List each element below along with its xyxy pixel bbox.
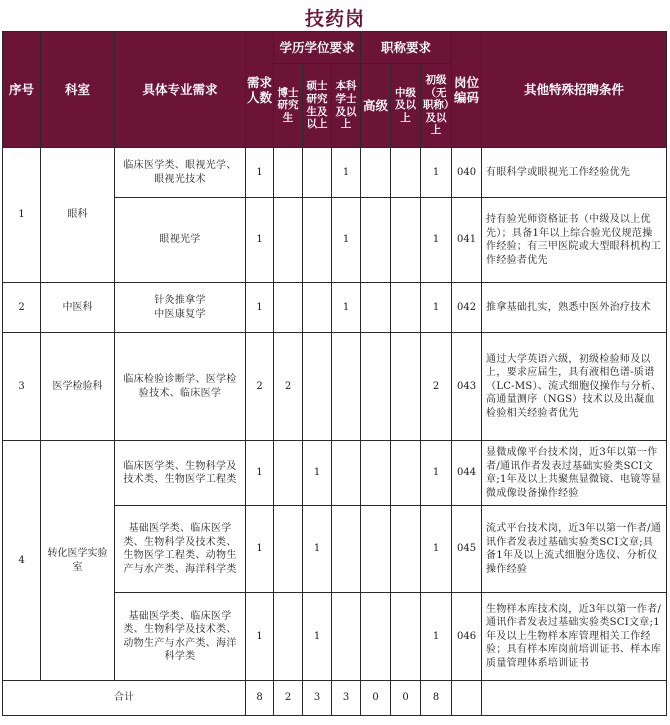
phd-cell <box>274 506 303 593</box>
seq-cell: 2 <box>3 283 41 333</box>
table-row <box>3 283 667 333</box>
major-cell: 针灸推拿学 中医康复学 <box>115 283 246 333</box>
total-row <box>3 681 667 716</box>
senior-cell <box>361 198 391 283</box>
junior-cell: 1 <box>421 198 452 283</box>
seq-cell: 4 <box>3 441 41 681</box>
other-conditions-cell: 通过大学英语六级，初级检验师及以上，要求应届生，具有液相色谱-质谱（LC-MS）、流式细胞仪操作与分析、高通量测序（NGS）技术以及出凝血检验相关经验者优先 <box>482 333 667 441</box>
phd-cell <box>274 441 303 506</box>
total-phd-cell: 2 <box>274 681 303 716</box>
middle-cell <box>391 441 421 506</box>
total-label: 合计 <box>3 681 246 716</box>
master-cell: 1 <box>303 506 332 593</box>
demand-cell: 2 <box>246 333 274 441</box>
senior-cell <box>361 283 391 333</box>
table-row <box>3 441 667 506</box>
post-code-cell: 040 <box>452 148 482 198</box>
table-header <box>3 32 667 148</box>
table-row <box>3 148 667 198</box>
senior-cell <box>361 506 391 593</box>
header-seq: 序号 <box>3 32 41 148</box>
header-middle: 中级及以上 <box>391 64 421 148</box>
seq-cell: 1 <box>3 148 41 283</box>
other-conditions-cell: 有眼科学或眼视光工作经验优先 <box>482 148 667 198</box>
other-conditions-cell: 生物样本库技术岗，近3年以第一作者/通讯作者发表过基础实验类SCI文章;1年及以上生物样本库管理相关工作经验；具有样本库岗前培训证书、样本库质量管理体系培训证书 <box>482 593 667 681</box>
post-code-cell: 041 <box>452 198 482 283</box>
junior-cell: 1 <box>421 283 452 333</box>
total-junior-cell: 8 <box>421 681 452 716</box>
dept-cell: 医学检验科 <box>41 333 115 441</box>
master-cell <box>303 333 332 441</box>
senior-cell <box>361 441 391 506</box>
master-cell <box>303 283 332 333</box>
master-cell <box>303 198 332 283</box>
major-cell: 临床医学类、生物科学及技术类、生物医学工程类 <box>115 441 246 506</box>
header-title-group: 职称要求 <box>361 32 452 64</box>
bachelor-cell: 1 <box>332 283 361 333</box>
junior-cell: 1 <box>421 593 452 681</box>
phd-cell <box>274 283 303 333</box>
demand-cell: 1 <box>246 506 274 593</box>
junior-cell: 2 <box>421 333 452 441</box>
table-body <box>3 148 667 716</box>
table-row <box>3 333 667 441</box>
total-demand-cell: 8 <box>246 681 274 716</box>
total-senior-cell: 0 <box>361 681 391 716</box>
header-bachelor: 本科学士及以上 <box>332 64 361 148</box>
total-master-cell: 3 <box>303 681 332 716</box>
header-edu-group: 学历学位要求 <box>274 32 361 64</box>
other-conditions-cell: 推拿基础扎实，熟悉中医外治疗技术 <box>482 283 667 333</box>
middle-cell <box>391 593 421 681</box>
junior-cell: 1 <box>421 148 452 198</box>
post-code-cell: 042 <box>452 283 482 333</box>
senior-cell <box>361 333 391 441</box>
bachelor-cell <box>332 593 361 681</box>
header-other: 其他特殊招聘条件 <box>482 32 667 148</box>
master-cell <box>303 148 332 198</box>
header-senior: 高级 <box>361 64 391 148</box>
post-code-cell: 043 <box>452 333 482 441</box>
total-middle-cell: 0 <box>391 681 421 716</box>
major-cell: 临床检验诊断学、医学检验技术、临床医学 <box>115 333 246 441</box>
demand-cell: 1 <box>246 198 274 283</box>
major-cell: 基础医学类、临床医学类、生物科学及技术类、生物医学工程类、动物生产与水产类、海洋科学类 <box>115 506 246 593</box>
header-major: 具体专业需求 <box>115 32 246 148</box>
bachelor-cell: 1 <box>332 148 361 198</box>
demand-cell: 1 <box>246 283 274 333</box>
header-demand: 需求人数 <box>246 32 274 148</box>
header-dept: 科室 <box>41 32 115 148</box>
post-code-cell: 045 <box>452 506 482 593</box>
other-conditions-cell: 持有验光师资格证书（中级及以上优先）；具备1年以上综合验光仪规范操作经验；有三甲医院或大型眼科机构工作经验者优先 <box>482 198 667 283</box>
phd-cell: 2 <box>274 333 303 441</box>
total-bachelor-cell: 3 <box>332 681 361 716</box>
dept-cell: 中医科 <box>41 283 115 333</box>
dept-cell: 眼科 <box>41 148 115 283</box>
total-post-code-cell <box>452 681 482 716</box>
middle-cell <box>391 333 421 441</box>
header-post-code: 岗位编码 <box>452 32 482 148</box>
bachelor-cell: 1 <box>332 198 361 283</box>
master-cell: 1 <box>303 593 332 681</box>
demand-cell: 1 <box>246 441 274 506</box>
junior-cell: 1 <box>421 441 452 506</box>
phd-cell <box>274 198 303 283</box>
major-cell: 基础医学类、临床医学类、生物科学及技术类、动物生产与水产类、海洋科学类 <box>115 593 246 681</box>
demand-cell: 1 <box>246 593 274 681</box>
header-phd: 博士研究生 <box>274 64 303 148</box>
dept-cell: 转化医学实验室 <box>41 441 115 681</box>
middle-cell <box>391 198 421 283</box>
recruitment-table <box>2 31 667 716</box>
bachelor-cell <box>332 333 361 441</box>
other-conditions-cell: 流式平台技术岗，近3年以第一作者/通讯作者发表过基础实验类SCI文章;具备1年及以上流式细胞分选仪、分析仪操作经验 <box>482 506 667 593</box>
phd-cell <box>274 593 303 681</box>
bachelor-cell <box>332 441 361 506</box>
header-master: 硕士研究生及以上 <box>303 64 332 148</box>
middle-cell <box>391 506 421 593</box>
other-conditions-cell: 显微成像平台技术岗，近3年以第一作者/通讯作者发表过基础实验类SCI文章;1年及以上共聚焦显微镜、电镜等显微成像设备操作经验 <box>482 441 667 506</box>
middle-cell <box>391 148 421 198</box>
total-other-conditions-cell <box>482 681 667 716</box>
page-title: 技药岗 <box>304 8 365 30</box>
senior-cell <box>361 148 391 198</box>
major-cell: 临床医学类、眼视光学、眼视光技术 <box>115 148 246 198</box>
post-code-cell: 046 <box>452 593 482 681</box>
master-cell: 1 <box>303 441 332 506</box>
header-junior: 初级（无职称）及以上 <box>421 64 452 148</box>
demand-cell: 1 <box>246 148 274 198</box>
senior-cell <box>361 593 391 681</box>
phd-cell <box>274 148 303 198</box>
junior-cell: 1 <box>421 506 452 593</box>
bachelor-cell <box>332 506 361 593</box>
post-code-cell: 044 <box>452 441 482 506</box>
middle-cell <box>391 283 421 333</box>
major-cell: 眼视光学 <box>115 198 246 283</box>
seq-cell: 3 <box>3 333 41 441</box>
